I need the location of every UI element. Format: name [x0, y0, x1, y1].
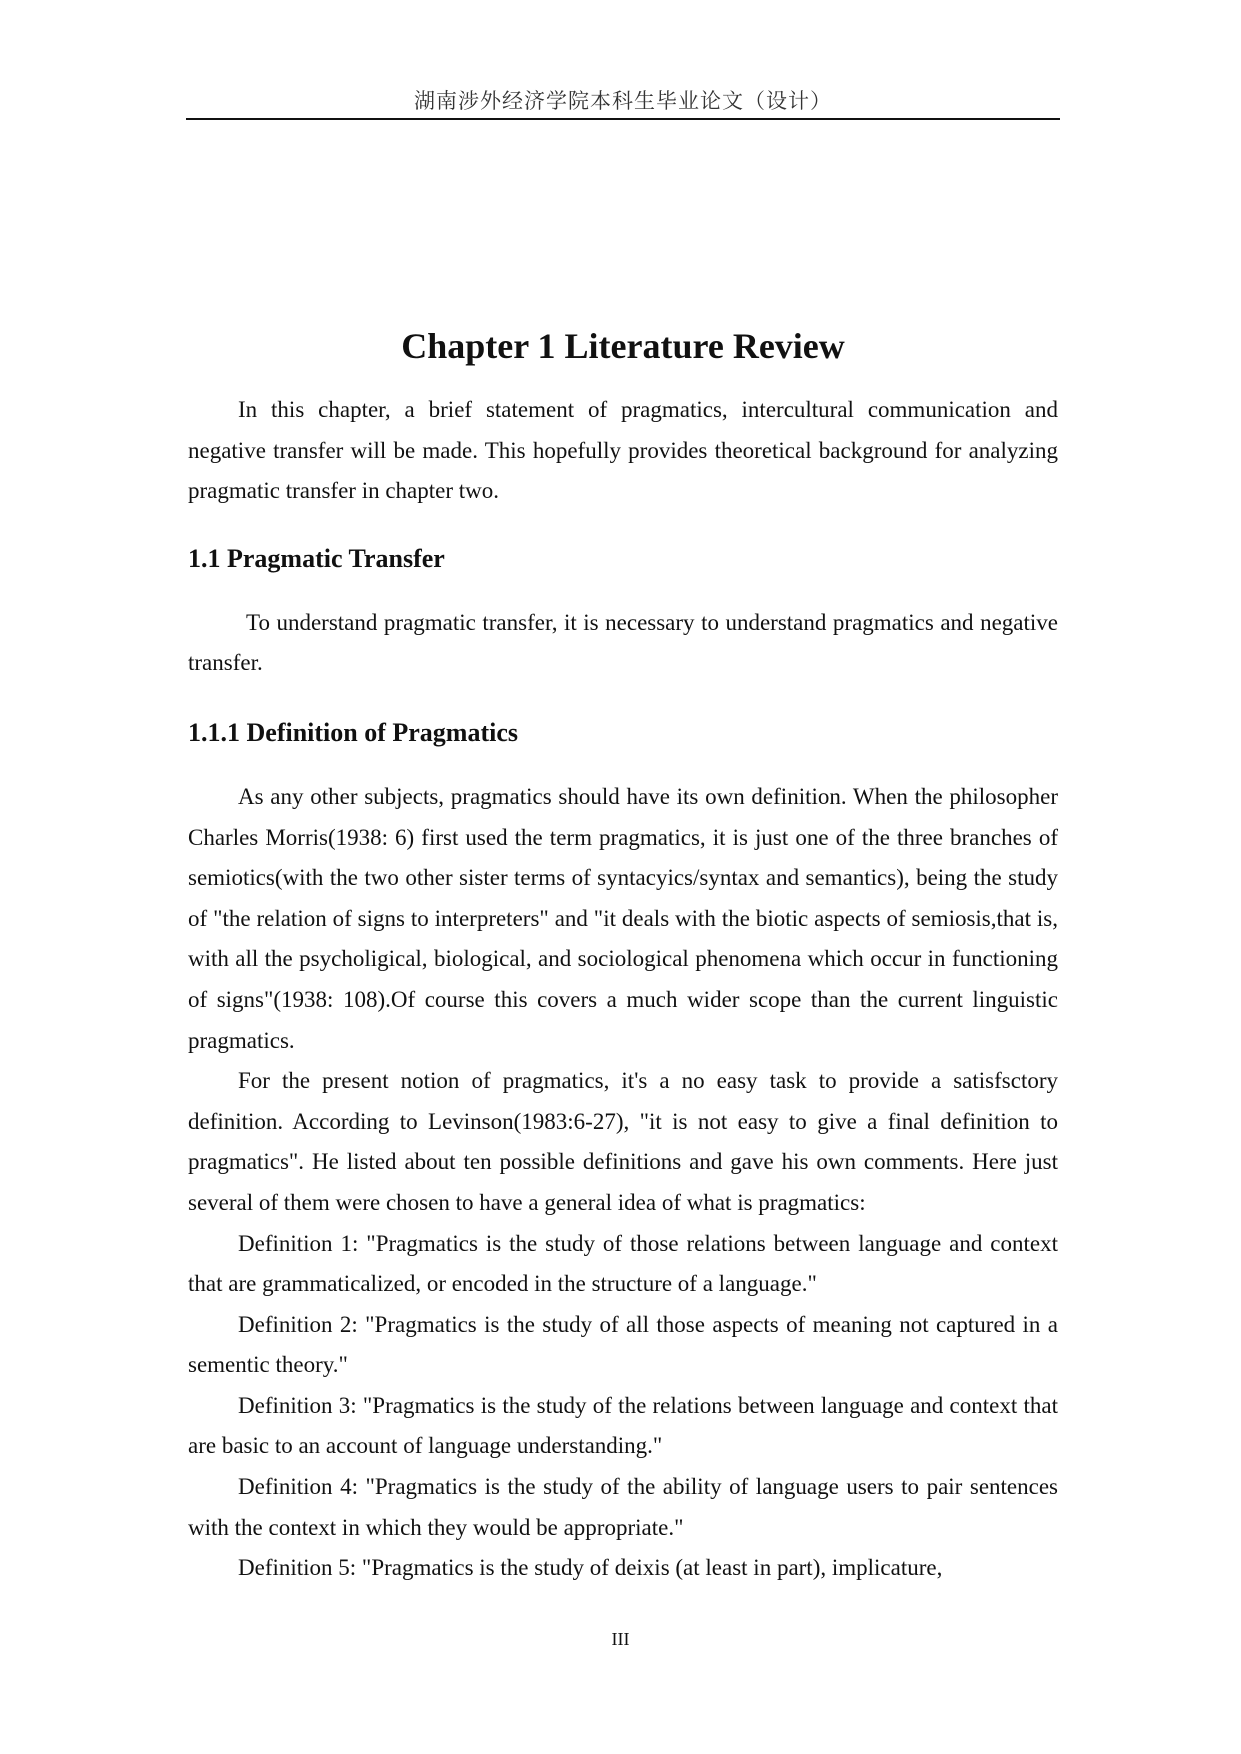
definition-4-paragraph: Definition 4: "Pragmatics is the study of the ability of language users to pair sentences with the context in which they would be appropriate." [188, 1474, 1058, 1540]
present-notion-paragraph: For the present notion of pragmatics, it's a no easy task to provide a satisfsctory definition. According to Levinson(1983:6-27), "it is not easy to give a final definition to pragmatics". He listed about ten possible definitions and gave his own comments. Here just several of them were chosen to have a general idea of what is pragmatics: [188, 1068, 1058, 1215]
running-header: 湖南涉外经济学院本科生毕业论文（设计） [414, 89, 832, 113]
chapter-title: Chapter 1 Literature Review [401, 326, 845, 366]
definition-5-paragraph: Definition 5: "Pragmatics is the study of deixis (at least in part), implicature, [238, 1555, 943, 1581]
chapter-intro-paragraph: In this chapter, a brief statement of pragmatics, intercultural communication and negative transfer will be made. This hopefully provides theoretical background for analyzing pragmatic transfer in chapter two. [188, 397, 1058, 504]
definition-1-paragraph: Definition 1: "Pragmatics is the study of those relations between language and context that are grammaticalized, or encoded in the structure of a language." [188, 1230, 1058, 1297]
definition-2-paragraph: Definition 2: "Pragmatics is the study of all those aspects of meaning not captured in a sementic theory." [188, 1311, 1058, 1378]
page-body [188, 318, 1058, 1589]
section-heading-1-1-1: 1.1.1 Definition of Pragmatics [188, 717, 519, 747]
definition-3-paragraph: Definition 3: "Pragmatics is the study of the relations between language and context that are basic to an account of language understanding." [188, 1392, 1058, 1459]
section-1-1-paragraph: To understand pragmatic transfer, it is necessary to understand pragmatics and negative transfer. [188, 609, 1058, 676]
pragmatics-definition-paragraph: As any other subjects, pragmatics should have its own definition. When the philosopher Charles Morris(1938: 6) first used the term pragmatics, it is just one of the three branches of semiotics(with the two other sister terms of syntacyics/syntax and semantics), being the study of "the relation of signs to interpreters" and "it deals with the biotic aspects of semiosis,that is, with all the psycholigical, biological, and sociological phenomena which occur in functioning of signs"(1938: 108).Of course this covers a much wider scope than the current linguistic pragmatics. [188, 783, 1058, 1053]
header-divider [186, 118, 1060, 120]
section-heading-1-1: 1.1 Pragmatic Transfer [188, 543, 445, 573]
page-number: III [611, 1629, 630, 1649]
